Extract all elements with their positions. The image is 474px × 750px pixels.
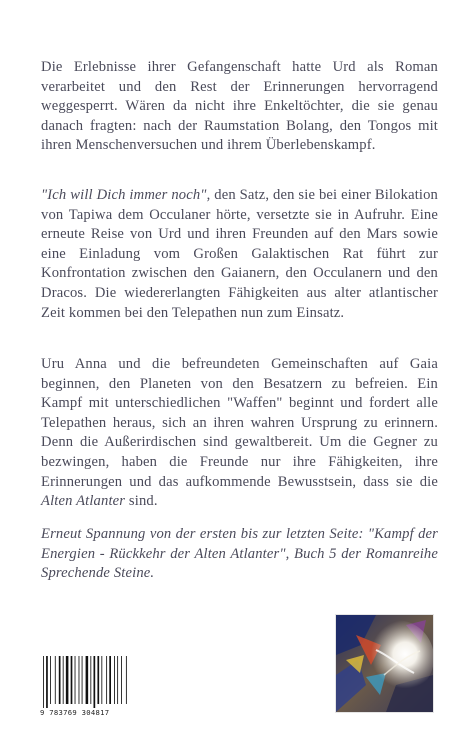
- barcode-bar: [97, 656, 99, 704]
- blurb-paragraph-3: [41, 355, 438, 512]
- paragraph-2-rest: , den Satz, den sie bei einer Bilokation von Tapiwa dem Occulaner hörte, versetzte sie in Aufruhr. Eine erneute Reise von Urd und ihren Freunden auf den Mars sowie eine Einladung vom Großen Galaktischen Rat führt zur Konfrontation zwischen den Gaianern, den Occulanern und den Dracos. Die wiedererlangten Fähigkeiten aus alter atlantischer Zeit kommen bei den Telepathen nun zum Einsatz.: [41, 187, 438, 321]
- barcode-bar: [86, 656, 89, 704]
- barcode-bar: [109, 656, 111, 704]
- barcode-bar: [43, 656, 44, 708]
- closing-tagline-text: Erneut Spannung von der ersten bis zur letzten Seite: "Kampf der Energien - Rückkehr der Alten Atlanter", Buch 5 der Romanreihe Sprechende Steine.: [41, 526, 438, 582]
- barcode-bar: [94, 656, 96, 708]
- alten-atlanter-text: Alten Atlanter: [41, 493, 126, 510]
- blurb-paragraph-2: [41, 186, 438, 323]
- cover-artwork-thumbnail: [335, 614, 434, 713]
- barcode-bar: [50, 656, 51, 704]
- barcode-bar: [117, 656, 118, 704]
- barcode-bar: [63, 656, 64, 704]
- barcode-bar: [126, 656, 127, 704]
- barcode-bar: [82, 656, 83, 704]
- barcode-bar: [71, 656, 73, 704]
- barcode-bar: [75, 656, 76, 704]
- barcode-bar: [106, 656, 107, 704]
- quote-text: "Ich will Dich immer noch": [41, 187, 207, 203]
- barcode-bar: [90, 656, 91, 704]
- paragraph-3-end: sind.: [125, 493, 158, 510]
- barcode-bar: [59, 656, 61, 704]
- blurb-paragraph-1: Die Erlebnisse ihrer Gefangenschaft hatte Urd als Roman verarbeitet und den Rest der Erinnerungen hervorragend weggesperrt. Wären da nicht ihre Enkeltöchter, die sie genau danach fragten: nach der Raumstation Bolang, den Tongos mit ihren Menschenversuchen und ihrem Überlebenskampf.: [41, 59, 438, 154]
- barcode-bar: [121, 656, 122, 704]
- barcode-bar: [55, 656, 56, 704]
- isbn-number: 9 783769 304817: [40, 708, 110, 717]
- isbn-barcode: [40, 656, 129, 726]
- barcode-bar: [66, 656, 69, 704]
- closing-tagline: [41, 525, 438, 584]
- barcode-bar: [46, 656, 48, 708]
- barcode-bar: [114, 656, 115, 704]
- barcode-bar: [101, 656, 102, 704]
- cover-artwork-image: [336, 615, 433, 712]
- paragraph-3-main: Uru Anna und die befreundeten Gemeinschaften auf Gaia beginnen, den Planeten von den Besatzern zu befreien. Ein Kampf mit unterschiedlichen "Waffen" beginnt und fordert alle Telepathen heraus, sich an ihren wahren Ursprung zu erinnern. Denn die Außerirdischen sind gewaltbereit. Um die Gegner zu bezwingen, haben die Freunde nur ihre Fähigkeiten, ihre Erinnerungen und das aufkommende Bewusstsein, dass sie die: [41, 356, 438, 490]
- barcode-bar: [79, 656, 80, 704]
- barcode-bars: [40, 656, 129, 708]
